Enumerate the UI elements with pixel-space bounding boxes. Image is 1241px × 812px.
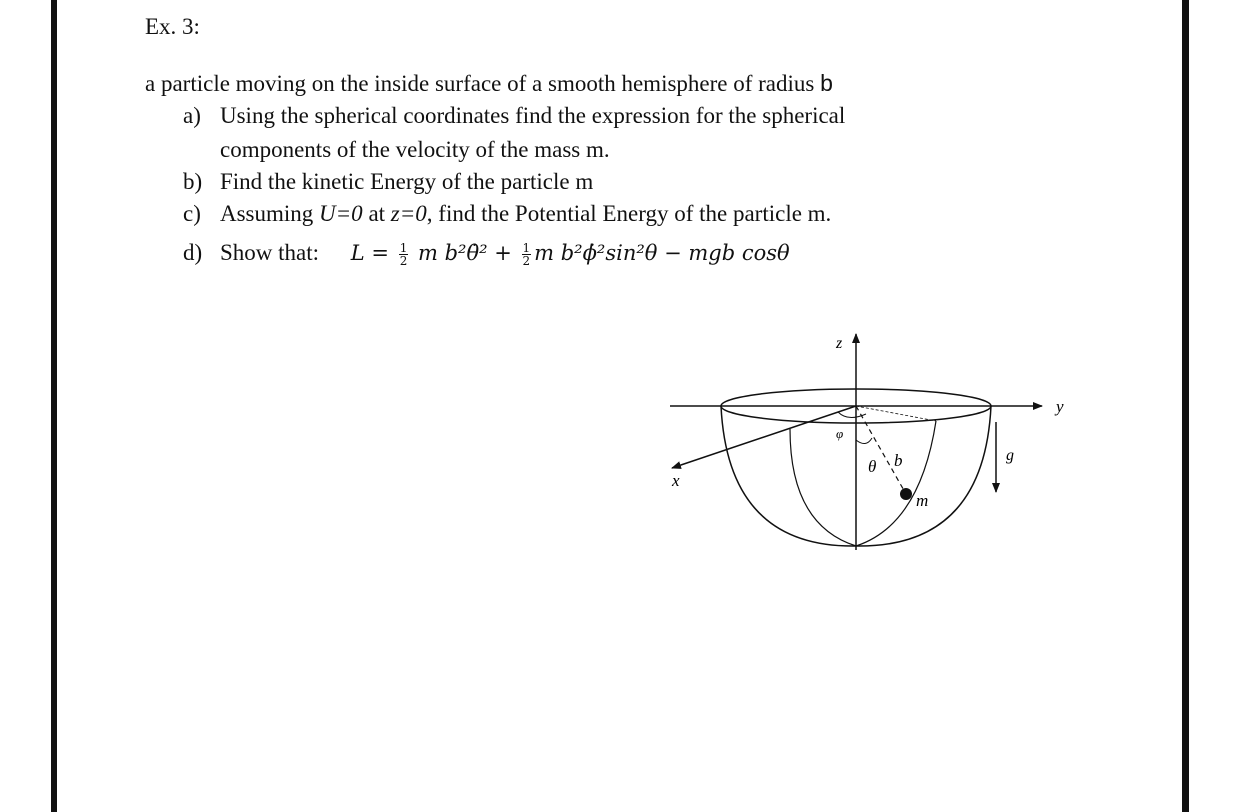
problem-intro-text: a particle moving on the inside surface of a smooth hemisphere of radius — [145, 71, 815, 96]
label-x: x — [672, 471, 680, 490]
problem-statement — [145, 70, 833, 97]
radius-variable: b — [820, 70, 833, 96]
question-c-condition-z: z=0 — [390, 201, 427, 226]
radius-line — [856, 406, 906, 494]
x-axis — [672, 406, 856, 468]
question-d — [183, 240, 790, 267]
meridian-right — [856, 421, 936, 546]
label-b: b — [894, 451, 903, 470]
label-g: g — [1006, 447, 1014, 464]
label-z: z — [836, 335, 843, 352]
page-border-right — [1182, 0, 1189, 812]
question-c-post: , find the Potential Energy of the particle m. — [426, 201, 832, 226]
question-a-label: a) — [183, 103, 201, 128]
question-b-label: b) — [183, 169, 203, 194]
question-b-text: Find the kinetic Energy of the particle m — [220, 169, 594, 194]
fraction-half-1: $\frac{1}{2}$ — [399, 241, 408, 268]
equation-lhs: L = — [350, 241, 389, 265]
hemisphere-diagram — [640, 320, 1080, 555]
azimuth-projection — [856, 406, 936, 421]
question-c-pre: Assuming — [220, 201, 314, 226]
question-b — [183, 169, 593, 195]
label-y: y — [1056, 397, 1064, 416]
question-a — [183, 103, 845, 129]
page-border-left — [51, 0, 57, 812]
question-c-mid: at — [368, 201, 386, 226]
equation-term-kinetic-phi-potential: m b²ϕ̇²sin²θ − mgb cosθ — [534, 241, 790, 265]
question-c — [183, 201, 831, 227]
exercise-title: Ex. 3: — [145, 14, 200, 39]
question-a-text-line1: Using the spherical coordinates find the expression for the spherical — [220, 103, 846, 128]
question-c-condition-u: U=0 — [319, 201, 363, 226]
question-a-text-line2: components of the velocity of the mass m. — [220, 137, 610, 162]
label-theta: θ — [868, 457, 877, 476]
particle-mass — [900, 488, 912, 500]
meridian-left — [790, 429, 856, 546]
question-d-text: Show that: — [220, 240, 320, 265]
label-m: m — [916, 491, 929, 510]
question-c-label: c) — [183, 201, 201, 226]
fraction-half-2: $\frac{1}{2}$ — [522, 241, 531, 268]
equation-term-kinetic-theta: m b²θ̇² + — [418, 241, 512, 265]
theta-angle-arc — [856, 438, 872, 444]
question-d-label: d) — [183, 240, 203, 265]
label-phi: φ — [836, 426, 844, 441]
lagrangian-equation — [350, 241, 790, 268]
